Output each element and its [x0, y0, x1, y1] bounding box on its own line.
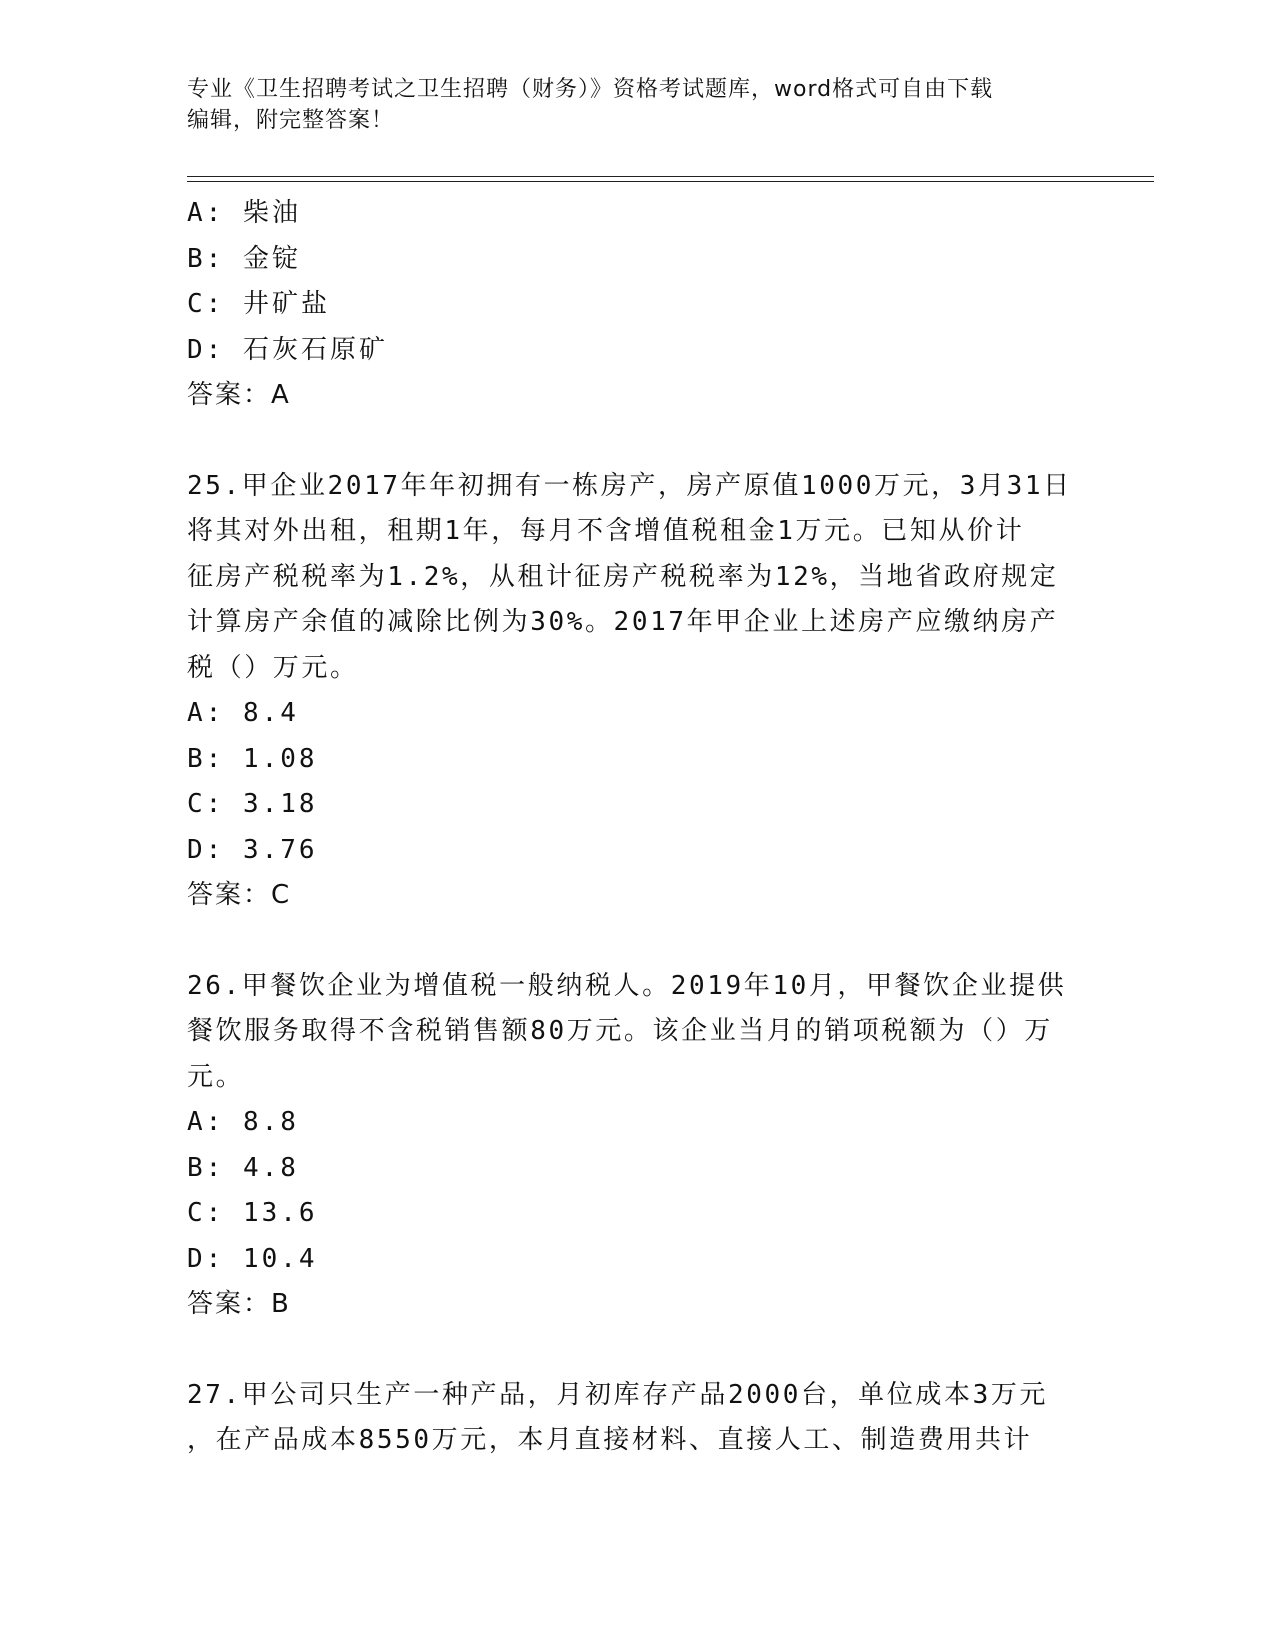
question-25	[187, 464, 1082, 919]
option-d: D: 石灰石原矿	[187, 334, 388, 365]
document-header	[187, 74, 1067, 136]
option-c: C: 3.18	[187, 789, 318, 819]
question-text	[187, 964, 1082, 1101]
answer: 答案：B	[187, 1289, 291, 1319]
question-text	[187, 464, 1082, 692]
option-c: C: 13.6	[187, 1198, 318, 1228]
header-divider-bottom	[187, 181, 1154, 182]
option-a: A: 8.8	[187, 1107, 299, 1137]
question-content	[187, 191, 1082, 1464]
option-a: A: 柴油	[187, 198, 301, 228]
answer: 答案：A	[187, 380, 291, 410]
question-line: 餐饮服务取得不含税销售额80万元。该企业当月的销项税额为（）万	[187, 1016, 1053, 1046]
question-line: 将其对外出租，租期1年，每月不含增值税租金1万元。已知从价计	[187, 516, 1025, 546]
header-line-1: 专业《卫生招聘考试之卫生招聘（财务）》资格考试题库，word格式可自由下载	[187, 77, 994, 102]
question-24-tail	[187, 191, 1082, 419]
option-d: D: 3.76	[187, 834, 318, 865]
answer: 答案：C	[187, 880, 292, 910]
question-line: 27.甲公司只生产一种产品，月初库存产品2000台，单位成本3万元	[187, 1379, 1049, 1410]
question-line: 25.甲企业2017年年初拥有一栋房产，房产原值1000万元，3月31日	[187, 470, 1072, 501]
option-b: B: 4.8	[187, 1152, 299, 1183]
question-line: 税（）万元。	[187, 652, 359, 683]
question-text	[187, 1373, 1082, 1464]
header-divider-top	[187, 176, 1154, 177]
question-line: 元。	[187, 1061, 245, 1092]
question-line: 26.甲餐饮企业为增值税一般纳税人。2019年10月，甲餐饮企业提供	[187, 970, 1067, 1001]
question-line: 征房产税税率为1.2%，从租计征房产税税率为12%，当地省政府规定	[187, 561, 1059, 592]
option-b: B: 1.08	[187, 743, 318, 774]
question-line: 计算房产余值的减除比例为30%。2017年甲企业上述房产应缴纳房产	[187, 607, 1059, 637]
option-a: A: 8.4	[187, 698, 299, 728]
question-line: ，在产品成本8550万元，本月直接材料、直接人工、制造费用共计	[187, 1425, 1033, 1455]
question-27	[187, 1373, 1082, 1464]
option-b: B: 金锭	[187, 243, 301, 274]
header-line-2: 编辑，附完整答案！	[187, 108, 395, 133]
question-26	[187, 964, 1082, 1328]
option-d: D: 10.4	[187, 1243, 318, 1274]
option-c: C: 井矿盐	[187, 289, 330, 319]
